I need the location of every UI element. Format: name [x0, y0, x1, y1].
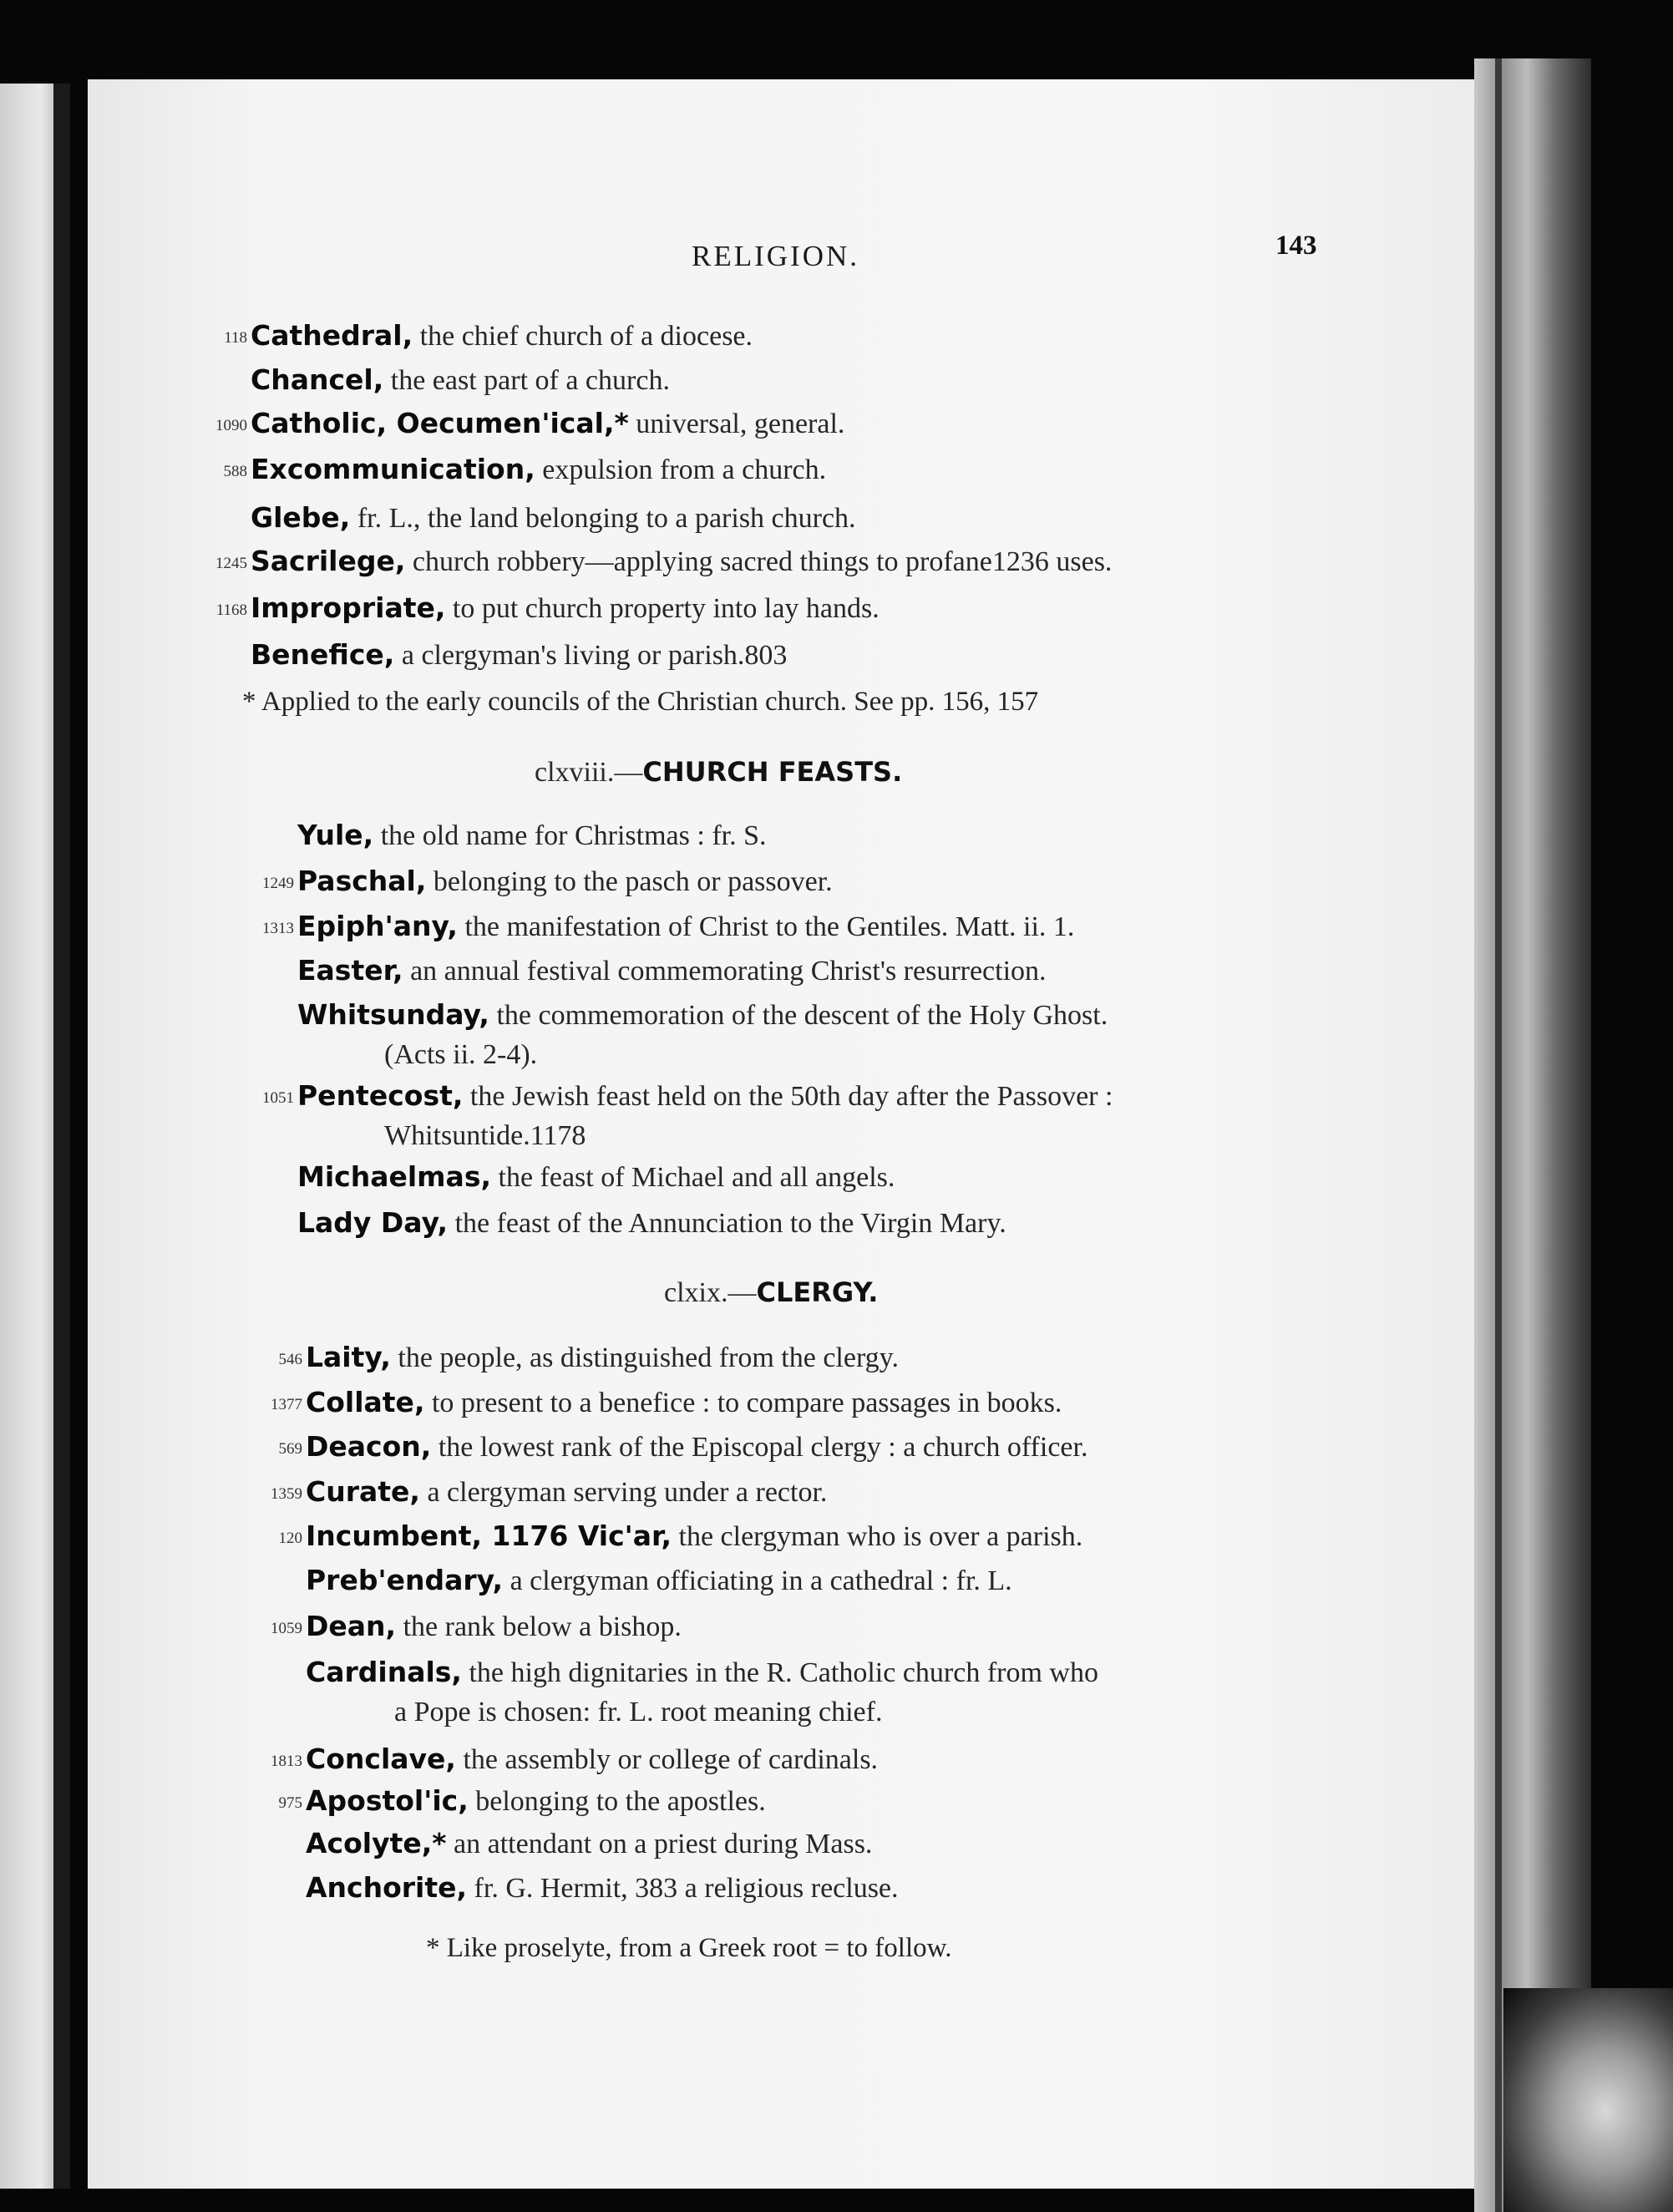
list-item — [256, 1474, 827, 1513]
entry-definition: the old name for Christmas : fr. S. — [373, 820, 767, 851]
list-item — [247, 1205, 1006, 1242]
entry-definition: the east part of a church. — [383, 365, 670, 396]
list-item — [200, 451, 826, 490]
entry-continuation: Whitsuntide.1178 — [384, 1120, 586, 1151]
list-item — [200, 543, 1112, 582]
reference-number: 546 — [278, 1351, 302, 1368]
entry-term: Cardinals, — [306, 1656, 462, 1688]
entry-definition: belonging to the pasch or passover. — [426, 866, 833, 897]
entry-definition: the feast of Michael and all angels. — [491, 1162, 895, 1193]
entry-definition: an attendant on a priest during Mass. — [446, 1829, 873, 1859]
entry-term: Anchorite, — [306, 1871, 468, 1904]
list-item — [200, 500, 856, 537]
entry-definition: the people, as distinguished from the clergy. — [390, 1342, 899, 1373]
entry-term: Sacrilege, — [251, 545, 406, 577]
entry-term: Whitsunday, — [297, 998, 489, 1031]
entry-continuation: a Pope is chosen: fr. L. root meaning chief. — [394, 1697, 883, 1727]
reference-number: 1090 — [215, 417, 247, 434]
entry-term: Deacon, — [306, 1430, 432, 1463]
entry-definition: the Jewish feast held on the 50th day after the Passover : — [463, 1081, 1113, 1112]
entry-term: Glebe, — [251, 501, 351, 534]
list-item — [200, 637, 787, 674]
entry-term: Conclave, — [306, 1743, 456, 1775]
entry-definition: an annual festival commemorating Christ's resurrection. — [403, 956, 1047, 987]
entry-definition: the commemoration of the descent of the Holy Ghost. — [489, 1000, 1108, 1031]
entry-definition: the feast of the Annunciation to the Virgin Mary. — [448, 1208, 1006, 1239]
entry-definition: fr. L., the land belonging to a parish church. — [350, 503, 856, 534]
entry-term: Laity, — [306, 1341, 391, 1373]
entry-term: Collate, — [306, 1386, 425, 1418]
reference-number: 1051 — [262, 1089, 294, 1107]
entry-term: Dean, — [306, 1610, 397, 1642]
list-item — [256, 1608, 682, 1647]
section-number: clxviii.— — [535, 757, 643, 788]
entry-term: Cathedral, — [251, 319, 413, 352]
entry-term: Incumbent, 1176 Vic'ar, — [306, 1519, 672, 1552]
reference-number: 1813 — [271, 1753, 302, 1770]
list-item — [256, 1870, 899, 1907]
list-item — [256, 1741, 878, 1780]
list-item — [256, 1654, 1098, 1692]
reference-number: 588 — [223, 463, 247, 480]
entry-term: Benefice, — [251, 638, 395, 671]
reference-number: 1059 — [271, 1620, 302, 1637]
entry-definition: fr. G. Hermit, 383 a religious recluse. — [467, 1873, 899, 1904]
list-item — [247, 908, 1074, 947]
reference-number: 1168 — [215, 601, 247, 619]
reference-number: 1245 — [215, 555, 247, 572]
entry-term: Curate, — [306, 1475, 420, 1508]
section-number: clxix.— — [664, 1277, 757, 1308]
entry-term: Lady Day, — [297, 1206, 449, 1239]
list-item — [247, 1078, 1113, 1117]
entry-term: Michaelmas, — [297, 1160, 491, 1193]
reference-number: 120 — [278, 1530, 302, 1547]
entry-term: Easter, — [297, 954, 403, 987]
entry-term: Paschal, — [297, 865, 427, 897]
list-item — [247, 1159, 895, 1196]
page-number: 143 — [1275, 231, 1317, 261]
list-item — [200, 405, 844, 444]
running-head: RELIGION. — [692, 240, 859, 272]
reference-number: 118 — [224, 329, 247, 347]
entry-definition: belonging to the apostles. — [468, 1786, 766, 1817]
reference-number: 975 — [278, 1794, 302, 1812]
entry-definition: to present to a benefice : to compare passages in books. — [424, 1388, 1062, 1418]
entry-term: Catholic, Oecumen'ical,* — [251, 407, 629, 439]
entry-definition: the chief church of a diocese. — [413, 321, 753, 352]
list-item — [256, 1339, 899, 1378]
section-heading — [664, 1276, 878, 1309]
entry-definition: the high dignitaries in the R. Catholic church from who — [461, 1657, 1098, 1688]
entry-continuation: (Acts ii. 2-4). — [384, 1039, 538, 1070]
entry-definition: expulsion from a church. — [535, 454, 827, 485]
list-item — [200, 317, 753, 357]
list-item — [256, 1518, 1082, 1557]
entry-definition: the manifestation of Christ to the Gentiles. Matt. ii. 1. — [457, 911, 1075, 942]
list-item — [256, 1825, 872, 1863]
entry-definition: the clergyman who is over a parish. — [672, 1521, 1083, 1552]
entry-term: Acolyte,* — [306, 1827, 447, 1859]
reference-number: 1359 — [271, 1485, 302, 1503]
entry-term: Excommunication, — [251, 453, 535, 485]
entry-definition: the lowest rank of the Episcopal clergy : a church officer. — [431, 1432, 1088, 1463]
entry-definition: a clergyman serving under a rector. — [419, 1477, 828, 1508]
entry-definition: to put church property into lay hands. — [445, 593, 880, 624]
reference-number: 1377 — [271, 1396, 302, 1413]
entry-definition: the rank below a bishop. — [396, 1611, 682, 1642]
reference-number: 569 — [278, 1440, 302, 1458]
list-item — [256, 1384, 1062, 1423]
entry-term: Epiph'any, — [297, 910, 458, 942]
entry-definition: the assembly or college of cardinals. — [455, 1744, 879, 1775]
list-item — [247, 817, 767, 855]
entry-definition: a clergyman officiating in a cathedral : fr. L. — [503, 1565, 1012, 1596]
entry-term: Yule, — [297, 819, 374, 851]
entry-term: Chancel, — [251, 363, 384, 396]
entry-definition: a clergyman's living or parish.803 — [394, 640, 788, 671]
list-item — [200, 362, 670, 399]
reference-number: 1249 — [262, 875, 294, 892]
reference-number: 1313 — [262, 920, 294, 937]
entry-term: Apostol'ic, — [306, 1784, 469, 1817]
entry-term: Impropriate, — [251, 591, 446, 624]
list-item — [256, 1783, 766, 1822]
section-title: CLERGY. — [756, 1276, 879, 1308]
entry-definition: universal, general. — [628, 408, 845, 439]
footnote: * Like proselyte, from a Greek root = to follow. — [426, 1933, 952, 1963]
list-item — [200, 590, 880, 629]
entry-definition: church robbery—applying sacred things to profane1236 uses. — [405, 546, 1113, 577]
entry-term: Preb'endary, — [306, 1564, 504, 1596]
footnote: * Applied to the early councils of the Christian church. See pp. 156, 157 — [242, 687, 1039, 717]
entry-term: Pentecost, — [297, 1079, 464, 1112]
list-item — [247, 952, 1047, 990]
list-item — [247, 997, 1108, 1034]
list-item — [256, 1562, 1012, 1600]
list-item — [256, 1428, 1087, 1468]
section-title: CHURCH FEASTS. — [642, 756, 903, 788]
section-heading — [535, 756, 902, 789]
list-item — [247, 863, 833, 902]
